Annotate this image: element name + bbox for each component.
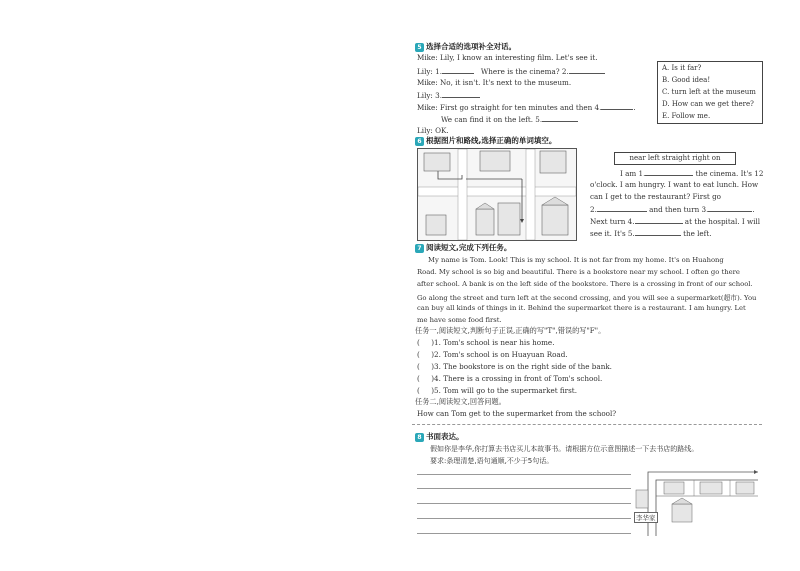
s6-line-1 <box>620 168 763 178</box>
writing-requirement: 要求:条理清楚,语句通顺,不少于5句话。 <box>430 457 554 465</box>
writing-line-1[interactable] <box>417 474 631 475</box>
option-d: D. How can we get there? <box>662 100 754 108</box>
statement-2 <box>417 350 568 359</box>
s6-see: see it. It's 5. <box>590 229 635 238</box>
s6-blank-3[interactable] <box>708 204 752 212</box>
dialog-line-7: Lily: OK. <box>417 126 449 135</box>
dialog-lily-3: Lily: 3. <box>417 91 442 100</box>
passage-line-2: Road. My school is so big and beautiful. There is a bookstore near my school. I often go there <box>417 268 740 276</box>
statement-4 <box>417 374 602 383</box>
statement-4-text: )4. There is a crossing in front of Tom's school. <box>431 374 603 383</box>
passage-line-5: can buy all kinds of things in it. Behind the supermarket there is a restaurant. I am hungry. Let <box>417 304 746 312</box>
task-2: 任务二,阅读短文,回答问题。 <box>415 397 506 406</box>
s6-blank-1[interactable] <box>645 168 693 176</box>
s6-blank-4[interactable] <box>635 216 683 224</box>
section-8-title: 书面表达。 <box>426 432 464 441</box>
writing-line-5[interactable] <box>417 533 631 534</box>
blank-4[interactable] <box>601 102 633 110</box>
dashed-separator <box>412 424 762 425</box>
s6-left: the left. <box>683 229 712 238</box>
s6-hospital: at the hospital. I will <box>684 217 761 226</box>
dialog-line-2 <box>417 66 605 76</box>
s6-line-6 <box>590 228 712 238</box>
section-5-title: 选择合适的选项补全对话。 <box>426 42 516 51</box>
dialog-line-3: Mike: No, it isn't. It's next to the museum. <box>417 78 572 87</box>
dialog-line-5: Mike: First go straight for ten minutes and then 4. . <box>417 103 636 112</box>
writing-line-2[interactable] <box>417 488 631 489</box>
option-e: E. Follow me. <box>662 112 711 120</box>
task-1: 任务一,阅读短文,判断句子正误,正确的写"T",错误的写"F"。 <box>415 326 606 335</box>
paren-5[interactable]: ( <box>417 386 420 395</box>
passage-line-6: me have some food first. <box>417 316 502 324</box>
paren-1[interactable]: ( <box>417 338 420 347</box>
writing-line-4[interactable] <box>417 518 631 519</box>
s6-blank-5[interactable] <box>635 228 681 236</box>
s6-blank-2[interactable] <box>597 204 647 212</box>
blank-3[interactable] <box>442 90 480 98</box>
section-7-header <box>415 242 511 253</box>
dialog-mike-4: Mike: First go straight for ten minutes and then 4. <box>417 103 602 112</box>
passage-line-1: My name is Tom. Look! This is my school. It is not far from my home. It's on Huahong <box>428 256 724 264</box>
passage-line-3: after school. A bank is on the left side of the bookstore. There is a crossing in front of our school. <box>417 280 753 288</box>
dialog-line-6 <box>441 114 578 124</box>
statement-1 <box>417 338 554 347</box>
direction-map-drawing <box>634 468 762 536</box>
options-box <box>657 61 763 124</box>
s6-two: 2. <box>590 205 597 214</box>
section-6-title: 根据图片和路线,选择正确的单词填空。 <box>426 136 557 145</box>
direction-map <box>634 468 762 536</box>
option-c: C. turn left at the museum <box>662 88 756 96</box>
section-7-title: 阅读短文,完成下列任务。 <box>426 243 512 252</box>
s6-line-2: o'clock. I am hungry. I want to eat lunch. How <box>590 180 759 189</box>
paren-3[interactable]: ( <box>417 362 420 371</box>
route-map-drawing <box>418 149 576 240</box>
s6-iam: I am 1. <box>620 169 646 178</box>
writing-prompt: 假如你是李华,你打算去书店买儿本故事书。请根据方位示意图描述一下去书店的路线。 <box>430 445 699 453</box>
s6-line-3: can I get to the restaurant? First go <box>590 192 721 201</box>
section-6-badge: 6 <box>415 137 424 146</box>
s6-cinema: the cinema. It's 12 <box>695 169 764 178</box>
section-8-badge: 8 <box>415 433 424 442</box>
s6-next: Next turn 4. <box>590 217 635 226</box>
dialog-where: Where is the cinema? 2. <box>480 67 569 76</box>
statement-2-text: )2. Tom's school is on Huayuan Road. <box>431 350 568 359</box>
statement-1-text: )1. Tom's school is near his home. <box>431 338 555 347</box>
dialog-find: We can find it on the left. 5. <box>441 115 543 124</box>
section-6-header <box>415 135 556 146</box>
section-8-header <box>415 431 464 442</box>
blank-2[interactable] <box>569 66 605 74</box>
blank-5[interactable] <box>542 114 578 122</box>
paren-4[interactable]: ( <box>417 374 420 383</box>
statement-3-text: )3. The bookstore is on the right side of the bank. <box>431 362 612 371</box>
blank-1[interactable] <box>442 66 474 74</box>
statement-5-text: )5. Tom will go to the supermarket first. <box>431 386 577 395</box>
word-bank: near left straight right on <box>614 152 736 165</box>
paren-2[interactable]: ( <box>417 350 420 359</box>
dialog-lily-1: Lily: 1. <box>417 67 442 76</box>
passage-line-4: Go along the street and turn left at the second crossing, and you will see a supermarket(超市). You <box>417 294 757 302</box>
section-7-badge: 7 <box>415 244 424 253</box>
dialog-line-1: Mike: Lily, I know an interesting film. Let's see it. <box>417 53 598 62</box>
s6-line-4: 2. and then turn 3. . <box>590 205 755 214</box>
s6-line-5 <box>590 216 760 226</box>
option-a: A. Is it far? <box>662 64 702 72</box>
section-5-header <box>415 41 516 52</box>
dialog-line-4 <box>417 90 480 100</box>
route-map <box>417 148 577 241</box>
writing-line-3[interactable] <box>417 503 631 504</box>
statement-5 <box>417 386 577 395</box>
statement-3 <box>417 362 612 371</box>
option-b: B. Good idea! <box>662 76 711 84</box>
section-5-badge: 5 <box>415 43 424 52</box>
s6-then: and then turn 3. <box>649 205 709 214</box>
question: How can Tom get to the supermarket from the school? <box>417 409 617 418</box>
home-label: 李华家 <box>636 514 656 522</box>
